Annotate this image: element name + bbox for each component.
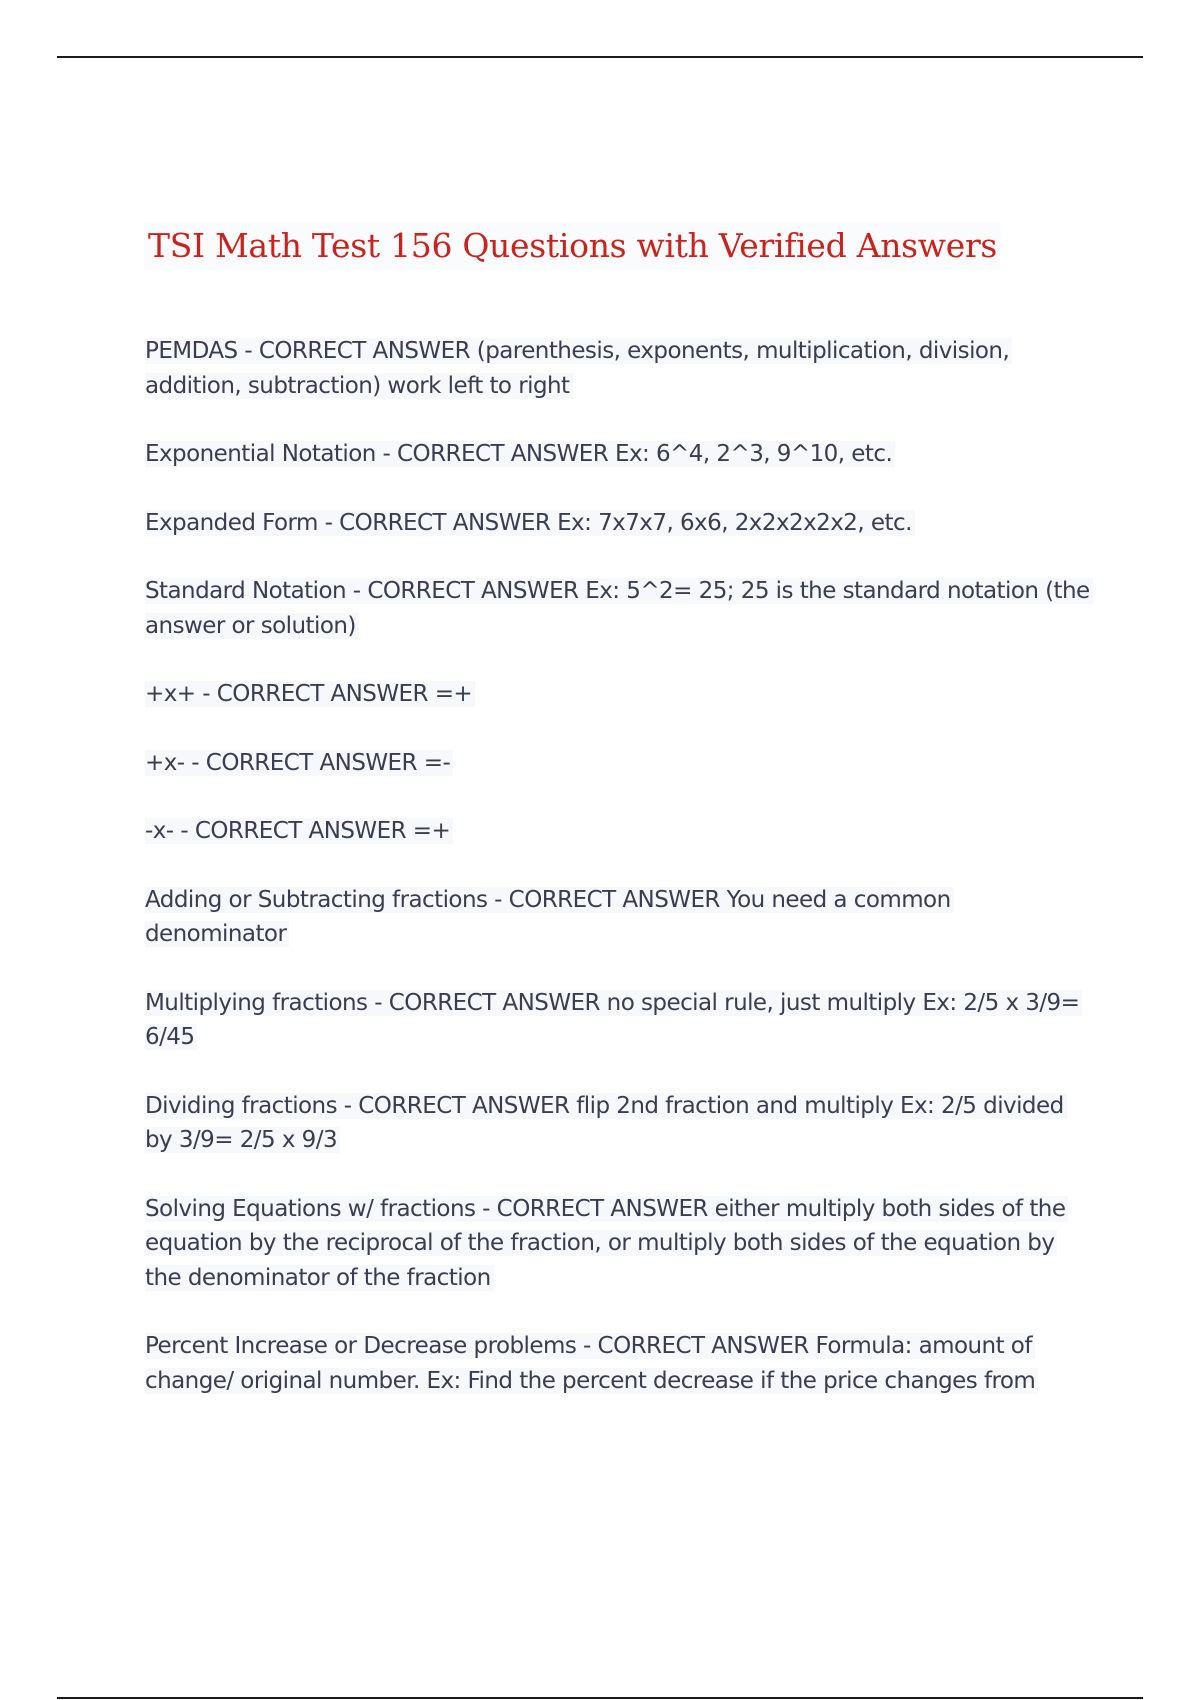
- qa-entry-text: Expanded Form - CORRECT ANSWER Ex: 7x7x7, 6x6, 2x2x2x2x2, etc.: [145, 510, 915, 536]
- qa-entry: [145, 883, 1095, 952]
- qa-entry-text: Exponential Notation - CORRECT ANSWER Ex: 6^4, 2^3, 9^10, etc.: [145, 441, 895, 467]
- qa-entry: [145, 677, 1095, 712]
- qa-entry: [145, 986, 1095, 1055]
- qa-entry: [145, 437, 1095, 472]
- qa-entry: [145, 746, 1095, 781]
- qa-entry-text: -x- - CORRECT ANSWER =+: [145, 818, 453, 844]
- qa-entry-text: +x+ - CORRECT ANSWER =+: [145, 681, 475, 707]
- qa-entry-text: Multiplying fractions - CORRECT ANSWER no special rule, just multiply Ex: 2/5 x 3/9= 6/45: [145, 990, 1082, 1051]
- qa-entry-text: Dividing fractions - CORRECT ANSWER flip 2nd fraction and multiply Ex: 2/5 divided by 3/9= 2/5 x 9/3: [145, 1093, 1067, 1154]
- qa-entry: [145, 1089, 1095, 1158]
- header-rule: [57, 56, 1143, 58]
- qa-entry-text: Percent Increase or Decrease problems - CORRECT ANSWER Formula: amount of change/ original number. Ex: Find the percent decrease if the price changes from: [145, 1333, 1038, 1394]
- qa-list: [145, 334, 1095, 1432]
- qa-entry-text: PEMDAS - CORRECT ANSWER (parenthesis, exponents, multiplication, division, addition, subtraction) work left to right: [145, 338, 1012, 399]
- qa-entry: [145, 334, 1095, 403]
- qa-entry: [145, 506, 1095, 541]
- qa-entry: [145, 814, 1095, 849]
- qa-entry-text: Solving Equations w/ fractions - CORRECT ANSWER either multiply both sides of the equation by the reciprocal of the fraction, or multiply both sides of the equation by the denominator of the fraction: [145, 1196, 1068, 1291]
- qa-entry-text: Standard Notation - CORRECT ANSWER Ex: 5^2= 25; 25 is the standard notation (the answer or solution): [145, 578, 1093, 639]
- qa-entry-text: Adding or Subtracting fractions - CORRECT ANSWER You need a common denominator: [145, 887, 954, 948]
- qa-entry: [145, 1329, 1095, 1398]
- document-title: TSI Math Test 156 Questions with Verified Answers: [144, 222, 1001, 270]
- qa-entry-text: +x- - CORRECT ANSWER =-: [145, 750, 453, 776]
- qa-entry: [145, 1192, 1095, 1296]
- footer-rule: [57, 1697, 1143, 1699]
- qa-entry: [145, 574, 1095, 643]
